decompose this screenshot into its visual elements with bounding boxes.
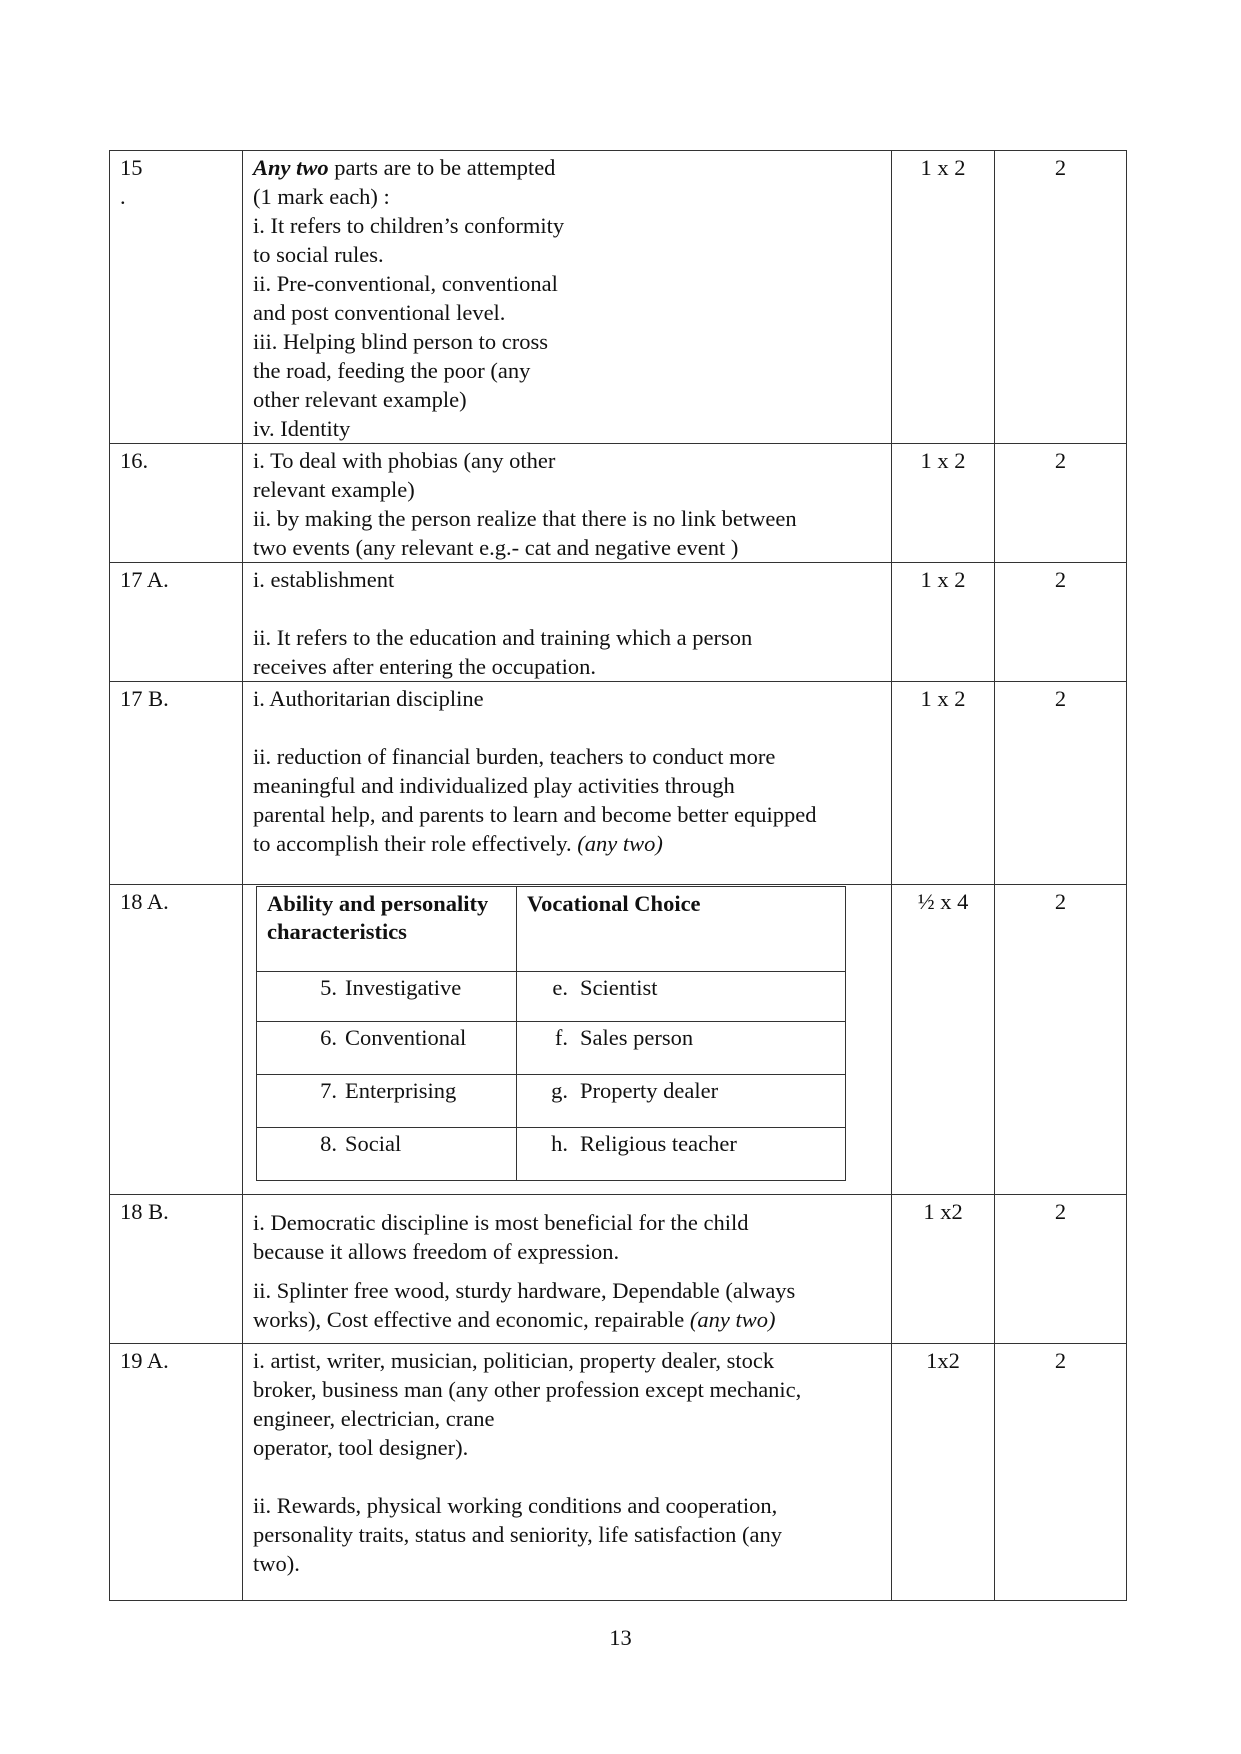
question-number: 17 B. — [110, 682, 243, 885]
question-number: 17 A. — [110, 563, 243, 682]
marking-scheme-table — [109, 150, 1127, 1601]
total-marks: 2 — [995, 1195, 1127, 1344]
marks-split: 1 x 2 — [892, 444, 995, 563]
table-row: 5. Investigative e. Scientist — [257, 972, 846, 1022]
question-number: 15 . — [110, 151, 243, 444]
ability-cell: Investigative — [345, 975, 462, 1000]
table-row: 8. Social h. Religious teacher — [257, 1128, 846, 1181]
answer-cell — [243, 885, 892, 1195]
total-marks: 2 — [995, 444, 1127, 563]
table-row — [110, 151, 1127, 444]
table-row — [110, 444, 1127, 563]
total-marks: 2 — [995, 1344, 1127, 1601]
marks-split: 1 x2 — [892, 1195, 995, 1344]
question-number: 18 A. — [110, 885, 243, 1195]
ability-cell: Social — [345, 1131, 402, 1156]
column-header: Vocational Choice — [517, 887, 846, 972]
table-row — [110, 563, 1127, 682]
choice-cell: Religious teacher — [580, 1131, 737, 1156]
answer-cell: i. Authoritarian discipline ii. reduction of financial burden, teachers to conduct more meaningful and individualized play activities through parental help, and parents to learn and become better equipped to accomplish their role effectively. (any two) — [243, 682, 892, 885]
marks-split: 1 x 2 — [892, 563, 995, 682]
table-row — [110, 1344, 1127, 1601]
marks-split: 1 x 2 — [892, 151, 995, 444]
choice-cell: Property dealer — [580, 1078, 719, 1103]
emphasis-text: Any two — [253, 155, 329, 180]
total-marks: 2 — [995, 563, 1127, 682]
answer-cell: i. Democratic discipline is most beneficial for the child because it allows freedom of expression. ii. Splinter free wood, sturdy hardware, Dependable (always works), Cost effective and economic, repairable (any two) — [243, 1195, 892, 1344]
table-row: 7. Enterprising g. Property dealer — [257, 1075, 846, 1128]
answer-cell: i. artist, writer, musician, politician, property dealer, stock broker, business man (any other profession except mechanic, engineer, electrician, crane operator, tool designer). ii. Rewards, physical working conditions and cooperation, personality traits, status and seniority, life satisfaction (any two). — [243, 1344, 892, 1601]
choice-cell: Scientist — [580, 975, 658, 1000]
ability-vocation-table — [256, 886, 846, 1181]
table-row — [110, 885, 1127, 1195]
marks-split: 1x2 — [892, 1344, 995, 1601]
answer-cell: Any two parts are to be attempted (1 mark each) : i. It refers to children’s conformity to social rules. ii. Pre-conventional, conventional and post conventional level. iii. Helping blind person to cross the road, feeding the poor (any other relevant example) iv. Identity — [243, 151, 892, 444]
marks-split: 1 x 2 — [892, 682, 995, 885]
table-row: 6. Conventional f. Sales person — [257, 1022, 846, 1075]
ability-cell: Enterprising — [345, 1078, 457, 1103]
table-header-row — [257, 887, 846, 972]
page-number: 13 — [609, 1625, 632, 1650]
table-row — [110, 682, 1127, 885]
total-marks: 2 — [995, 151, 1127, 444]
ability-cell: Conventional — [345, 1025, 467, 1050]
table-row — [110, 1195, 1127, 1344]
total-marks: 2 — [995, 885, 1127, 1195]
column-header: Ability and personality characteristics — [257, 887, 517, 972]
question-number: 19 A. — [110, 1344, 243, 1601]
answer-cell: i. To deal with phobias (any other relevant example) ii. by making the person realize that there is no link between two events (any relevant e.g.- cat and negative event ) — [243, 444, 892, 563]
question-number: 16. — [110, 444, 243, 563]
question-number: 18 B. — [110, 1195, 243, 1344]
choice-cell: Sales person — [580, 1025, 694, 1050]
marks-split: ½ x 4 — [892, 885, 995, 1195]
total-marks: 2 — [995, 682, 1127, 885]
answer-cell: i. establishment ii. It refers to the education and training which a person receives after entering the occupation. — [243, 563, 892, 682]
